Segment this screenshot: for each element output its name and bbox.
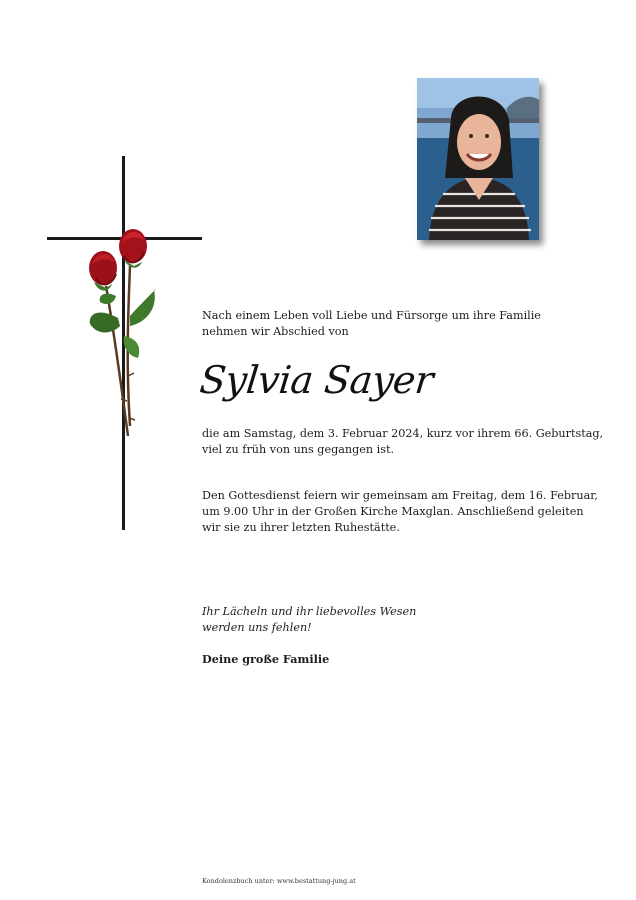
quote-text: [202, 604, 582, 636]
intro-text: [202, 308, 582, 340]
intro-line: nehmen wir Abschied von: [202, 325, 349, 338]
service-text: [202, 488, 598, 536]
service-line: Den Gottesdienst feiern wir gemeinsam am Freitag, dem 16. Februar,: [202, 489, 598, 502]
quote-line: Ihr Lächeln und ihr liebevolles Wesen: [202, 605, 417, 618]
red-roses-icon: [78, 226, 168, 456]
condolence-link[interactable]: Kondolenzbuch unter: www.bestattung-jung.at: [202, 877, 356, 885]
service-line: wir sie zu ihrer letzten Ruhestätte.: [202, 521, 400, 534]
intro-line: Nach einem Leben voll Liebe und Fürsorge um ihre Familie: [202, 309, 541, 322]
family-signature: Deine große Familie: [202, 652, 330, 666]
death-line: die am Samstag, dem 3. Februar 2024, kurz vor ihrem 66. Geburtstag,: [202, 427, 604, 440]
service-line: um 9.00 Uhr in der Großen Kirche Maxglan. Anschließend geleiten: [202, 505, 584, 518]
death-text: [202, 426, 604, 458]
quote-line: werden uns fehlen!: [202, 621, 312, 634]
death-line: viel zu früh von uns gegangen ist.: [202, 443, 395, 456]
portrait-photo: [417, 78, 539, 240]
deceased-name: Sylvia Sayer: [197, 358, 436, 402]
